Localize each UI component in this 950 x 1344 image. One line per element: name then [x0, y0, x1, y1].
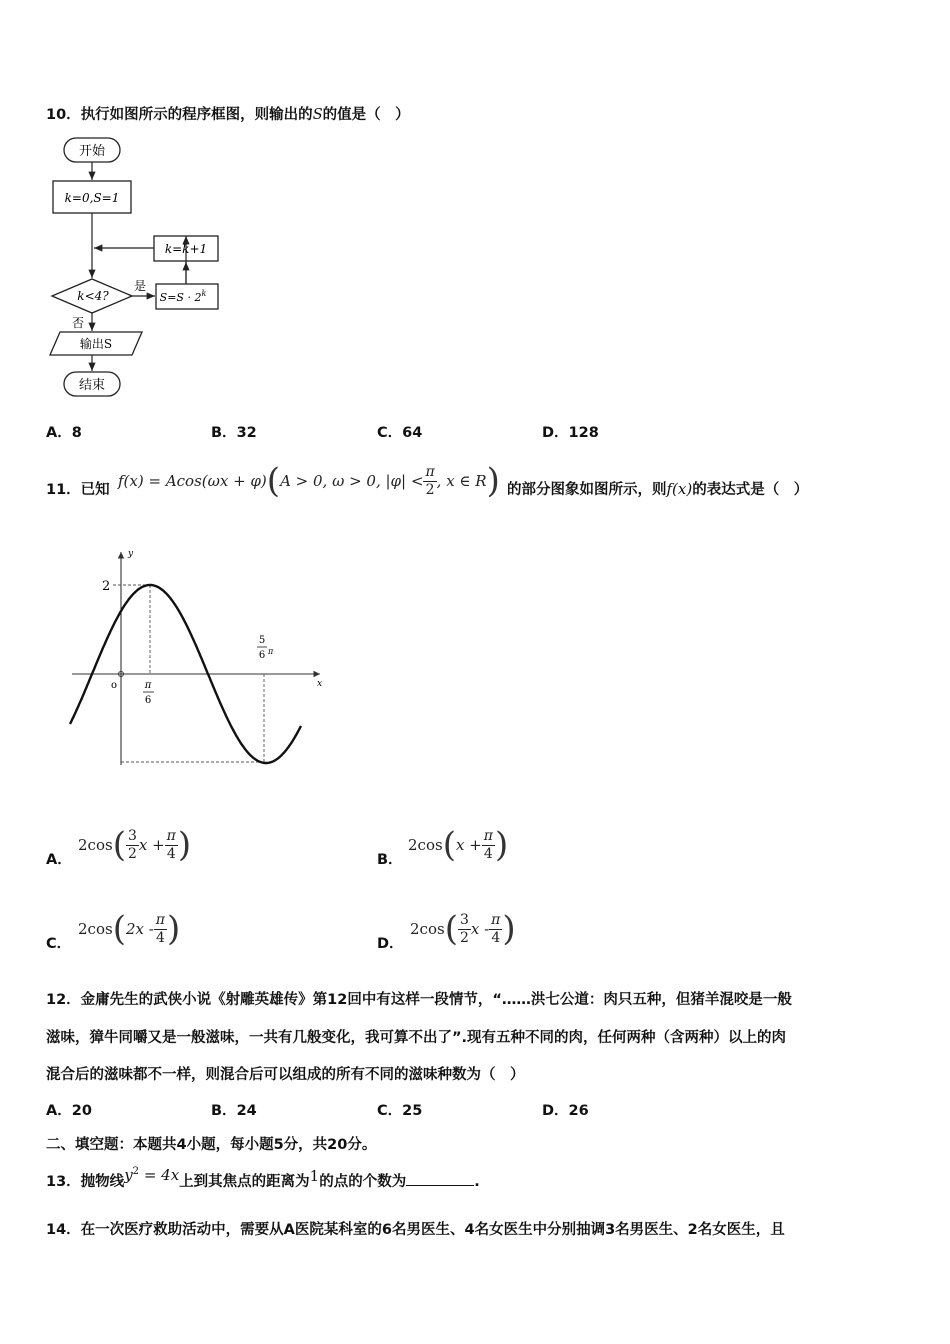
q12-option-b[interactable]: B．24	[211, 1103, 257, 1119]
q11-cond-b: , x ∈ R	[436, 472, 487, 490]
q12-line-1: 12．金庸先生的武侠小说《射雕英雄传》第12回中有这样一段情节，“……洪七公道：肉只五种，但猪羊混咬是一般	[46, 992, 792, 1008]
tick-pi6-num: π	[144, 680, 152, 691]
q11-option-d-label[interactable]: D．	[377, 936, 404, 952]
section-2-heading: 二、填空题：本题共4小题，每小题5分，共20分。	[46, 1137, 377, 1153]
tick-pi6-den: 6	[144, 695, 152, 706]
q12-line-3: 混合后的滋味都不一样，则混合后可以组成的所有不同的滋味种数为（ ）	[46, 1067, 525, 1083]
q11-option-c-expr[interactable]: 2cos ( 2x - $\frac{\pi}{4}$ )	[78, 909, 181, 949]
q11-option-c-label[interactable]: C．	[46, 936, 72, 952]
q12-option-d[interactable]: D．26	[542, 1103, 589, 1119]
q10-option-b[interactable]: B．32	[211, 425, 257, 441]
q10-option-d[interactable]: D．128	[542, 425, 599, 441]
tick-5pi6-num: 5	[258, 635, 266, 646]
flow-no-label: 否	[72, 316, 85, 330]
q11-option-d-expr[interactable]: 2cos ( $\frac{3}{2}$ x - $\frac{\pi}{4}$ )	[410, 909, 516, 949]
q11-number: 11．已知	[46, 482, 110, 498]
q11-cond-a: A > 0, ω > 0, |φ| <	[280, 472, 424, 490]
q10-number: 10．	[46, 107, 81, 123]
q10-text: 执行如图所示的程序框图，则输出的	[80, 107, 313, 123]
q10-option-a[interactable]: A．8	[46, 425, 82, 441]
q11-func: f(x) = Acos(ωx + φ)	[118, 472, 267, 490]
q11-cond-frac: $\frac{\pi}{2}$	[425, 463, 435, 498]
flow-increment-label: k=k+1	[164, 242, 208, 256]
q12-option-a[interactable]: A．20	[46, 1103, 92, 1119]
q10-text-after: 的值是（ ）	[322, 107, 410, 123]
q11-function-def: f(x) = Acos(ωx + φ) ( A > 0, ω > 0, |φ| < $\frac{\pi}{2}$ , x ∈ R )	[118, 461, 500, 501]
q14-line-1: 14．在一次医疗救助活动中，需要从A医院某科室的6名男医生、4名女医生中分别抽调3名男医生、2名女医生，且	[46, 1222, 785, 1238]
q12-option-c[interactable]: C．25	[377, 1103, 423, 1119]
q11-option-a-label[interactable]: A．	[46, 852, 72, 868]
tick-5pi6-den: 6	[258, 650, 266, 661]
y-axis-label: y	[128, 549, 134, 559]
y-max-label: 2	[102, 579, 111, 594]
x-axis-label: x	[317, 679, 323, 689]
q12-line-2: 滋味，獐牛同嚼又是一般滋味，一共有几般变化，我可算不出了”.现有五种不同的肉，任何两种（含两种）以上的肉	[46, 1030, 787, 1046]
q13-stem: 13．抛物线$y^2 = 4x$上到其焦点的距离为1的点的个数为 .	[46, 1166, 480, 1190]
q11-option-a-expr[interactable]: 2cos ( $\frac{3}{2}$ x + $\frac{\pi}{4}$ )	[78, 825, 192, 865]
q10-option-c[interactable]: C．64	[377, 425, 423, 441]
flow-output-label: 输出S	[79, 337, 113, 351]
q11-option-b-expr[interactable]: 2cos ( x + $\frac{\pi}{4}$ )	[408, 825, 509, 865]
origin-label: o	[111, 680, 118, 691]
flow-end-label: 结束	[78, 378, 106, 393]
flow-process-label: $S=S \cdot 2^k$	[159, 289, 207, 304]
flow-condition-label: k<4?	[77, 289, 109, 303]
flow-start-label: 开始	[78, 144, 106, 159]
flow-yes-label: 是	[134, 279, 147, 293]
q11-option-b-label[interactable]: B．	[377, 852, 403, 868]
q10-var: S	[312, 107, 323, 123]
q13-answer-blank[interactable]	[406, 1173, 474, 1186]
q11-stem-after: 的部分图象如图所示，则f(x)的表达式是（ ）	[507, 480, 809, 498]
q13-equation: $y^2 = 4x$	[124, 1166, 180, 1184]
flow-init-label: k=0,S=1	[64, 191, 120, 205]
tick-5pi6-pi: π	[268, 647, 274, 656]
